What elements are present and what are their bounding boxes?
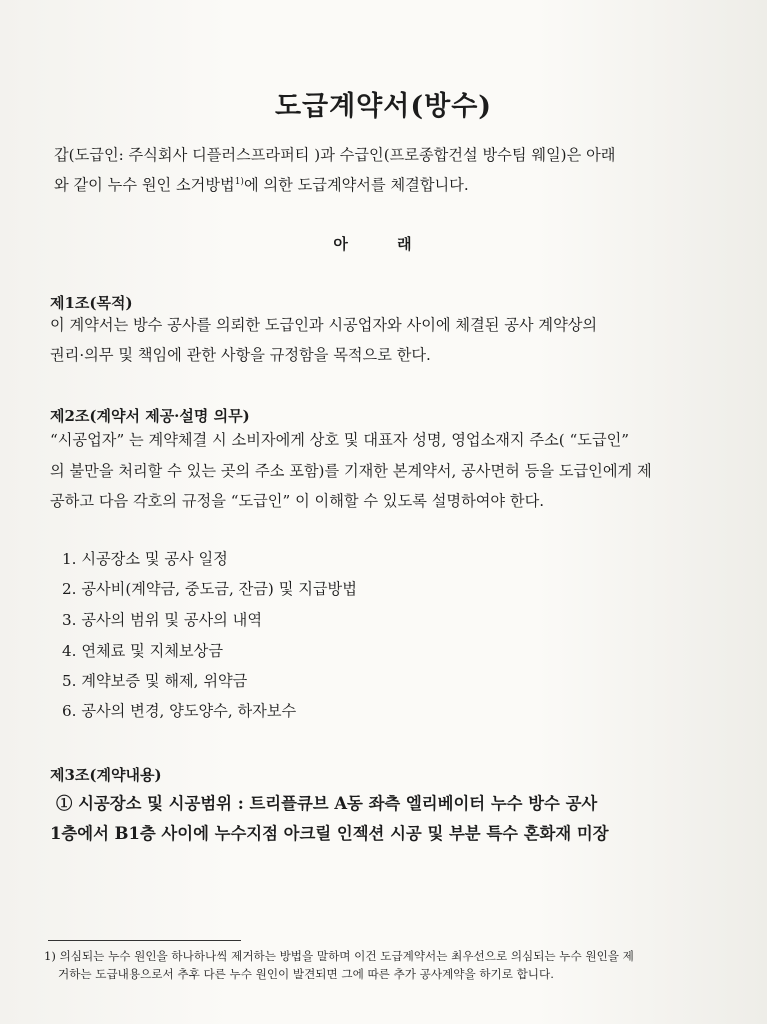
article-2-line-3: 공하고 다음 각호의 규정을 “도급인” 이 이해할 수 있도록 설명하여야 한다.: [50, 492, 545, 510]
footnote-line-2: 거하는 도급내용으로서 추후 다른 누수 원인이 발견되면 그에 따른 추가 공사계약을 하기로 합니다.: [58, 967, 554, 981]
footnote-marker: 1): [234, 176, 244, 187]
list-item: 6. 공사의 변경, 양도양수, 하자보수: [62, 702, 297, 720]
intro-line-1: 갑(도급인: 주식회사 디플러스프라퍼티 )과 수급인(프로종합건설 방수팀 웨일)은 아래: [54, 146, 616, 164]
article-2-line-2: 의 불만을 처리할 수 있는 곳의 주소 포함)를 기재한 본계약서, 공사면허 등을 도급인에게 제: [50, 462, 652, 480]
article-3-line-1: ① 시공장소 및 시공범위 : 트리플큐브 A동 좌측 엘리베이터 누수 방수 공사: [56, 794, 598, 813]
list-item: 2. 공사비(계약금, 중도금, 잔금) 및 지급방법: [62, 580, 357, 598]
list-item: 3. 공사의 범위 및 공사의 내역: [62, 611, 263, 629]
intro-line-2-text-a: 와 같이 누수 원인 소거방법: [54, 176, 235, 194]
article-1-line-1: 이 계약서는 방수 공사를 의뢰한 도급인과 시공업자와 사이에 체결된 공사 계약상의: [50, 316, 598, 334]
article-3-line-2: 1층에서 B1층 사이에 누수지점 아크릴 인젝션 시공 및 부분 특수 혼화재 미장: [50, 824, 609, 843]
list-item: 4. 연체료 및 지체보상금: [62, 642, 224, 660]
article-2-heading: 제2조(계약서 제공·설명 의무): [50, 407, 250, 425]
article-3-heading: 제3조(계약내용): [50, 766, 162, 784]
list-item: 1. 시공장소 및 공사 일정: [62, 550, 228, 568]
intro-line-2: [54, 178, 469, 193]
center-label: 아 래: [333, 235, 434, 253]
article-1-line-2: 권리·의무 및 책임에 관한 사항을 규정함을 목적으로 한다.: [50, 346, 431, 364]
list-item: 5. 계약보증 및 해제, 위약금: [62, 672, 248, 690]
article-2-line-1: “시공업자” 는 계약체결 시 소비자에게 상호 및 대표자 성명, 영업소재지 주소( “도급인”: [50, 431, 630, 449]
document-title: 도급계약서(방수): [274, 91, 493, 122]
intro-line-2-text-b: 에 의한 도급계약서를 체결합니다.: [243, 176, 469, 194]
footnote-divider: [48, 940, 241, 941]
footnote-line-1: 1) 의심되는 누수 원인을 하나하나씩 제거하는 방법을 말하며 이건 도급계약서는 최우선으로 의심되는 누수 원인을 제: [44, 949, 634, 963]
article-1-heading: 제1조(목적): [50, 294, 133, 312]
